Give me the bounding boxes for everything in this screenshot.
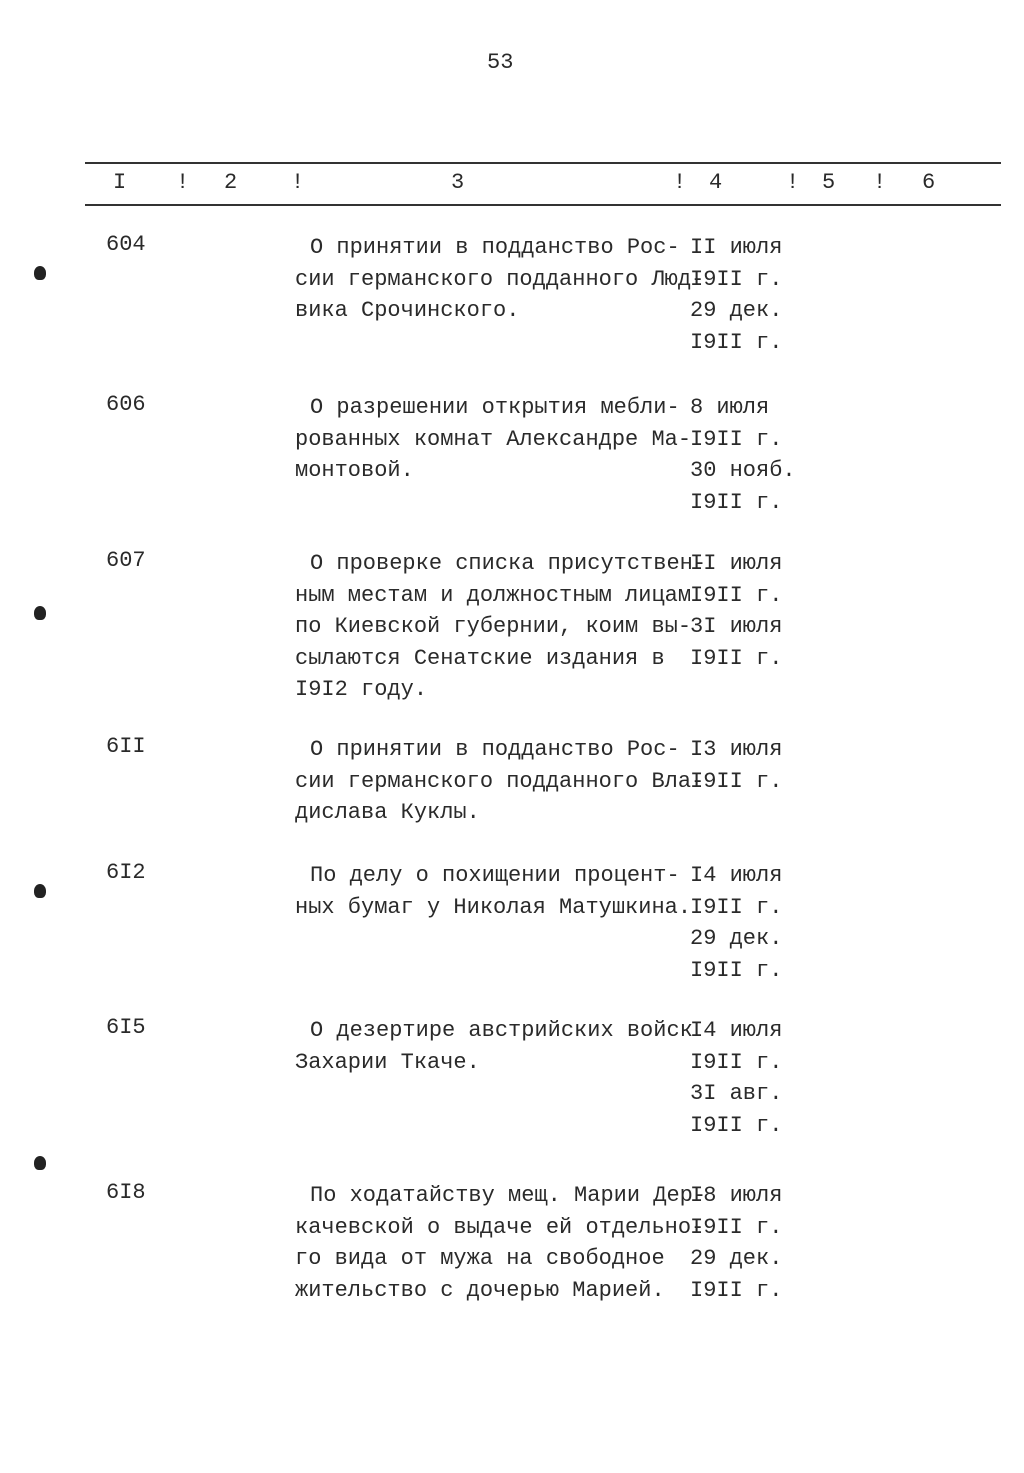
punch-hole-mark (34, 606, 46, 620)
column-separator: ! (176, 170, 190, 195)
entry-number: 604 (106, 232, 146, 257)
header-top-rule (85, 162, 1001, 164)
entry-number: 6I5 (106, 1015, 146, 1040)
column-header-6: 6 (922, 170, 936, 195)
date-line: I9II г. (690, 1049, 783, 1075)
column-header-3: 3 (451, 170, 465, 195)
entry-description (295, 392, 691, 487)
entry-dates (690, 1015, 782, 1141)
column-separator: ! (291, 170, 305, 195)
entry-number: 6I2 (106, 860, 146, 885)
entry-dates (690, 232, 782, 358)
date-line: 29 дек. (690, 1246, 783, 1271)
description-line: По делу о похищении процент- (310, 863, 680, 888)
column-header-1: I (113, 170, 127, 195)
date-line: I9II г. (690, 957, 783, 983)
punch-hole-mark (34, 884, 46, 898)
description-line: О разрешении открытия мебли- (310, 395, 680, 420)
header-bottom-rule (85, 204, 1001, 206)
description-line: По ходатайству мещ. Марии Дер- (310, 1183, 707, 1208)
description-line: сии германского подданного Люд- (295, 266, 705, 292)
description-line: О дезертире австрийских войск (310, 1018, 693, 1043)
entry-description (295, 734, 704, 829)
description-line: по Киевской губернии, коим вы- (295, 614, 692, 639)
column-separator: ! (786, 170, 800, 195)
entry-dates (690, 392, 796, 518)
entry-description (295, 548, 706, 706)
punch-hole-mark (34, 266, 46, 280)
date-line: I9II г. (690, 645, 783, 671)
date-line: 30 нояб. (690, 458, 796, 483)
date-line: I9II г. (690, 1277, 783, 1303)
description-line: О проверке списка присутствен- (310, 551, 707, 576)
date-line: 3I июля (690, 614, 783, 639)
description-line: ных бумаг у Николая Матушкина. (295, 894, 692, 920)
date-line: I3 июля (690, 737, 783, 762)
date-line: 29 дек. (690, 926, 783, 951)
date-line: 29 дек. (690, 298, 783, 323)
date-line: I9II г. (690, 266, 783, 292)
column-header-5: 5 (822, 170, 836, 195)
date-line: 3I авг. (690, 1081, 783, 1106)
entry-number: 6II (106, 734, 146, 759)
entry-description (295, 1015, 693, 1078)
description-line: Захарии Ткаче. (295, 1049, 480, 1075)
entry-number: 606 (106, 392, 146, 417)
entry-number: 6I8 (106, 1180, 146, 1205)
description-line: ным местам и должностным лицам (295, 582, 692, 608)
date-line: I9II г. (690, 489, 783, 515)
description-line: сылаются Сенатские издания в (295, 645, 665, 671)
entry-dates (690, 1180, 782, 1306)
description-line: сии германского подданного Вла- (295, 768, 705, 794)
entry-number: 607 (106, 548, 146, 573)
date-line: I8 июля (690, 1183, 783, 1208)
description-line: О принятии в подданство Рос- (310, 235, 680, 260)
description-line: жительство с дочерью Марией. (295, 1277, 665, 1303)
description-line: I9I2 году. (295, 677, 428, 702)
date-line: II июля (690, 235, 783, 260)
description-line: вика Срочинского. (295, 298, 520, 323)
date-line: 8 июля (690, 395, 770, 420)
description-line: О принятии в подданство Рос- (310, 737, 680, 762)
entry-dates (690, 548, 782, 674)
date-line: I9II г. (690, 768, 783, 794)
column-separator: ! (673, 170, 687, 195)
entry-dates (690, 860, 782, 986)
entry-dates (690, 734, 782, 797)
entry-description (295, 860, 691, 923)
entry-description (295, 232, 704, 327)
date-line: I9II г. (690, 329, 783, 355)
date-line: II июля (690, 551, 783, 576)
date-line: I4 июля (690, 1018, 783, 1043)
entry-description (295, 1180, 706, 1306)
description-line: рованных комнат Александре Ма- (295, 426, 692, 452)
date-line: I9II г. (690, 582, 783, 608)
description-line: го вида от мужа на свободное (295, 1246, 665, 1271)
date-line: I9II г. (690, 1112, 783, 1138)
date-line: I9II г. (690, 1214, 783, 1240)
description-line: дислава Куклы. (295, 800, 480, 825)
date-line: I4 июля (690, 863, 783, 888)
date-line: I9II г. (690, 894, 783, 920)
description-line: качевской о выдаче ей отдельно- (295, 1214, 705, 1240)
page-number: 53 (487, 50, 514, 75)
description-line: монтовой. (295, 458, 414, 483)
punch-hole-mark (34, 1156, 46, 1170)
date-line: I9II г. (690, 426, 783, 452)
column-header-2: 2 (224, 170, 238, 195)
column-separator: ! (873, 170, 887, 195)
column-header-4: 4 (709, 170, 723, 195)
